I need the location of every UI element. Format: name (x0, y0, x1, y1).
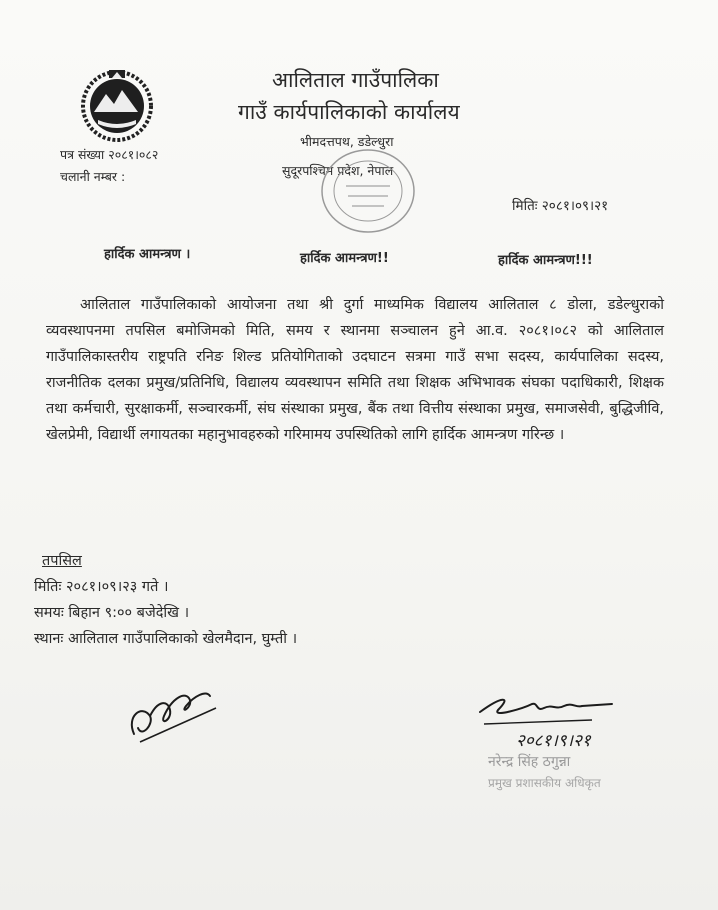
details-date: मितिः २०८१।०९।२३ गते । (34, 579, 169, 595)
left-signature-icon (120, 676, 230, 756)
dispatch-number: चलानी नम्बर : (60, 169, 126, 184)
municipality-name: आलिताल गाउँपालिका (272, 68, 439, 92)
nepal-emblem-icon (76, 62, 158, 144)
greeting-1: हार्दिक आमन्त्रण । (104, 247, 191, 262)
letter-number: पत्र संख्या २०८१।०८२ (60, 147, 159, 162)
office-location: भीमदत्तपथ, डडेल्धुरा (300, 134, 394, 149)
letter-date: मितिः २०८१।०९।२१ (512, 198, 609, 214)
office-stamp-icon (318, 146, 418, 236)
office-name: गाउँ कार्यपालिकाको कार्यालय (238, 100, 460, 124)
details-venue: स्थानः आलिताल गाउँपालिकाको खेलमैदान, घुम्ती । (34, 631, 298, 647)
details-time: समयः बिहान ९:०० बजेदेखि । (34, 605, 190, 621)
details-heading: तपसिल (42, 553, 82, 569)
signatory-name: नरेन्द्र सिंह ठगुन्ना (488, 754, 571, 770)
signature-date: २०८१।९।२१ (516, 731, 591, 751)
greeting-3: हार्दिक आमन्त्रण!!! (498, 253, 593, 268)
greeting-2: हार्दिक आमन्त्रण!! (300, 251, 389, 266)
office-province: सुदूरपश्चिम प्रदेश, नेपाल (282, 163, 394, 178)
signatory-title: प्रमुख प्रशासकीय अधिकृत (488, 776, 601, 790)
invitation-body: आलिताल गाउँपालिकाको आयोजना तथा श्री दुर्गा माध्यमिक विद्यालय आलिताल ८ डोला, डडेल्धुराको व्यवस्थापनमा तपसिल बमोजिमको मिति, समय र स्थानमा सञ्चालन हुने आ.व. २०८१।०८२ को आलिताल गाउँपालिकास्तरीय राष्ट्रपति रनिङ शिल्ड प्रतियोगिताको उदघाटन सत्रमा गाउँ सभा सदस्य, कार्यपालिका सदस्य, राजनीतिक दलका प्रमुख/प्रतिनिधि, विद्यालय व्यवस्थापन समिति तथा शिक्षक अभिभावक संघका पदाधिकारी, शिक्षक तथा कर्मचारी, सुरक्षाकर्मी, सञ्चारकर्मी, संघ संस्थाका प्रमुख, बैंक तथा वित्तीय संस्थाका प्रमुख, समाजसेवी, बुद्धिजीवि, खेलप्रेमी, विद्यार्थी लगायतका महानुभावहरुको गरिमामय उपस्थितिको लागि हार्दिक आमन्त्रण गरिन्छ । (46, 297, 664, 443)
details-section (34, 548, 297, 652)
